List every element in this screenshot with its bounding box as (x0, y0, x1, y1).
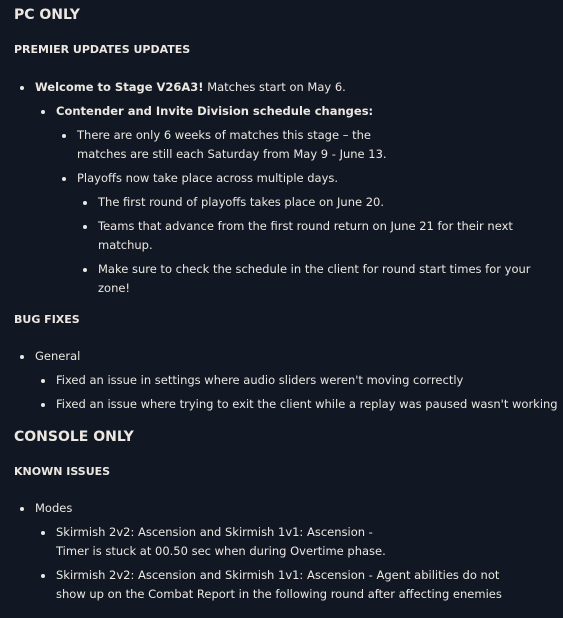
issue-2-line-2: show up on the Combat Report in the following round after affecting enemies (56, 587, 502, 601)
general-sublist (35, 371, 563, 414)
general-text: General (35, 349, 81, 363)
schedule-list (35, 102, 563, 298)
list-item-general (35, 347, 563, 414)
fix-2-text: Fixed an issue where trying to exit the client while a replay was paused wasn't working (56, 397, 558, 411)
teams-advance-text: Teams that advance from the first round return on June 21 for their next matchup. (98, 219, 513, 252)
premier-updates-heading: PREMIER UPDATES UPDATES (14, 43, 191, 56)
welcome-text: Matches start on May 6. (203, 80, 346, 94)
modes-sublist (35, 523, 563, 604)
list-item-weeks (77, 126, 563, 164)
list-item-welcome (35, 78, 563, 298)
modes-text: Modes (35, 501, 73, 515)
patch-notes (14, 6, 563, 604)
list-item-schedule (56, 102, 563, 298)
check-schedule-text: Make sure to check the schedule in the client for round start times for your zone! (98, 262, 531, 295)
console-only-heading: CONSOLE ONLY (14, 429, 134, 445)
schedule-heading: Contender and Invite Division schedule changes: (56, 104, 374, 118)
playoffs-text: Playoffs now take place across multiple days. (77, 171, 339, 185)
pc-only-heading: PC ONLY (14, 7, 80, 23)
premier-list (14, 78, 563, 298)
first-round-text: The first round of playoffs takes place on June 20. (98, 195, 385, 209)
list-item-modes (35, 499, 563, 604)
list-item-teams-advance (98, 217, 563, 255)
list-item-playoffs (77, 169, 563, 298)
list-item-check-schedule (98, 260, 563, 298)
bug-fixes-heading: BUG FIXES (14, 313, 80, 326)
list-item-issue-1 (56, 523, 563, 561)
list-item-first-round (98, 193, 563, 212)
issue-2-line-1: Skirmish 2v2: Ascension and Skirmish 1v1: Ascension - Agent abilities do not (56, 568, 500, 582)
schedule-sublist (56, 126, 563, 298)
list-item-fix-1 (56, 371, 563, 390)
list-item-issue-2 (56, 566, 563, 604)
bug-list (14, 347, 563, 414)
weeks-line-2: matches are still each Saturday from May 9 - June 13. (77, 147, 387, 161)
issue-1-line-2: Timer is stuck at 00.50 sec when during Overtime phase. (56, 544, 386, 558)
welcome-bold: Welcome to Stage V26A3! (35, 80, 204, 94)
known-list (14, 499, 563, 604)
playoffs-sublist (77, 193, 563, 298)
fix-1-text: Fixed an issue in settings where audio sliders weren't moving correctly (56, 373, 464, 387)
list-item-fix-2 (56, 395, 563, 414)
known-issues-heading: KNOWN ISSUES (14, 465, 111, 478)
issue-1-line-1: Skirmish 2v2: Ascension and Skirmish 1v1: Ascension - (56, 525, 373, 539)
weeks-line-1: There are only 6 weeks of matches this stage – the (77, 128, 371, 142)
